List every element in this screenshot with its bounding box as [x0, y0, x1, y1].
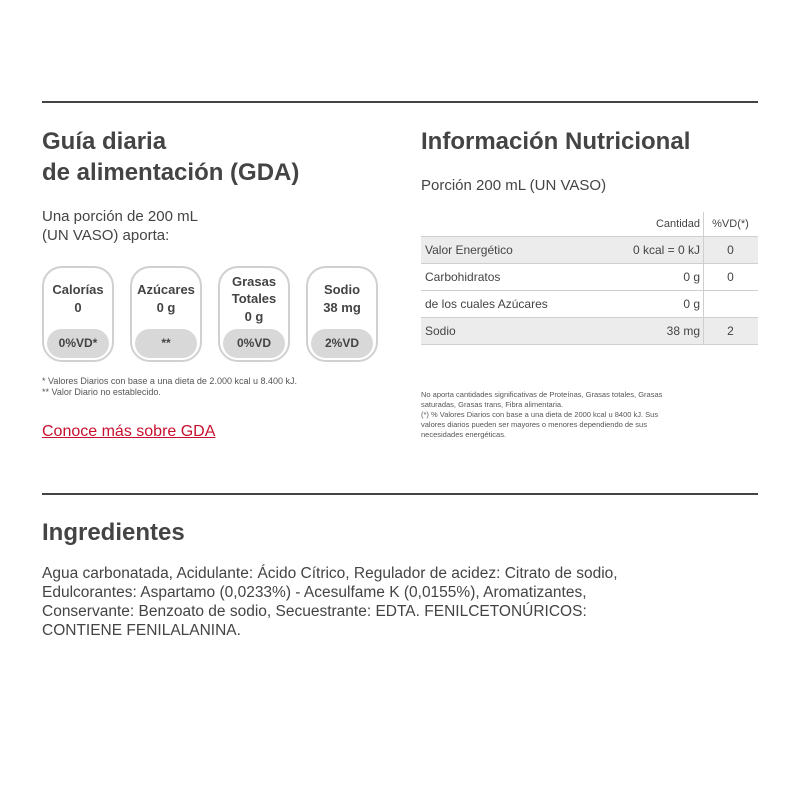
column-header-percent: %VD(*)	[712, 218, 749, 230]
row-quantity: 38 mg	[666, 324, 700, 338]
gda-title-line1: Guía diaria	[42, 128, 167, 155]
ingredients-line: Conservante: Benzoato de sodio, Secuestrante: EDTA. FENILCETONÚRICOS:	[42, 603, 587, 620]
nutrition-note-line: saturadas, Grasas trans, Fibra alimentaria.	[421, 400, 564, 409]
top-divider	[42, 101, 758, 103]
gda-title	[42, 126, 299, 188]
gda-box-value: 0 g	[156, 300, 176, 315]
gda-box-percent: 2%VD	[311, 329, 373, 358]
nutrition-note-line: valores diarios pueden ser mayores o menores dependiendo de sus	[421, 420, 647, 429]
gda-box-percent: **	[135, 329, 197, 358]
gda-footnote: * Valores Diarios con base a una dieta de 2.000 kcal u 8.400 kJ.	[42, 376, 297, 386]
row-percent: 0	[727, 270, 734, 284]
table-row	[421, 264, 758, 291]
row-label: de los cuales Azúcares	[425, 297, 548, 311]
ingredients-title: Ingredientes	[42, 519, 185, 546]
gda-footnotes	[42, 376, 297, 398]
nutrition-notes	[421, 390, 741, 440]
gda-portion-text	[42, 207, 198, 245]
nutrition-note-line: (*) % Valores Diarios con base a una dieta de 2000 kcal u 8400 kJ. Sus	[421, 410, 659, 419]
gda-box-label: Azúcares	[137, 282, 195, 297]
nutrition-table-header	[421, 212, 758, 237]
section-divider	[42, 493, 758, 495]
row-label: Valor Energético	[425, 243, 513, 257]
row-label: Carbohidratos	[425, 270, 501, 284]
nutrition-note-line: No aporta cantidades significativas de Proteínas, Grasas totales, Grasas	[421, 390, 663, 399]
row-quantity: 0 kcal = 0 kJ	[632, 243, 700, 257]
nutrition-portion: Porción 200 mL (UN VASO)	[421, 177, 607, 194]
gda-box-label: Grasas	[231, 274, 277, 289]
row-quantity: 0 g	[683, 297, 700, 311]
gda-footnote: ** Valor Diario no establecido.	[42, 387, 161, 397]
gda-box-value: 38 mg	[323, 300, 361, 315]
gda-box-sodium	[306, 266, 378, 362]
ingredients-line: Agua carbonatada, Acidulante: Ácido Cítrico, Regulador de acidez: Citrato de sodio,	[42, 565, 618, 582]
gda-box-label: Calorías	[52, 282, 104, 297]
gda-portion-line2: (UN VASO) aporta:	[42, 227, 170, 244]
table-row	[421, 318, 758, 345]
table-row	[421, 291, 758, 318]
column-header-quantity: Cantidad	[655, 218, 700, 230]
table-row	[421, 237, 758, 264]
gda-box-calories	[42, 266, 114, 362]
gda-box-value: 0	[74, 300, 82, 315]
gda-title-line2: de alimentación (GDA)	[42, 159, 300, 186]
gda-box-percent: 0%VD*	[47, 329, 109, 358]
column-divider	[703, 291, 704, 317]
row-label: Sodio	[425, 324, 456, 338]
gda-box-sugars	[130, 266, 202, 362]
ingredients-line: Edulcorantes: Aspartamo (0,0233%) - Acesulfame K (0,0155%), Aromatizantes,	[42, 584, 587, 601]
row-percent: 2	[727, 324, 734, 338]
gda-box-total-fat	[218, 266, 290, 362]
gda-box-value: 0 g	[244, 309, 264, 324]
nutrition-title: Información Nutricional	[421, 128, 691, 155]
nutrition-table	[421, 212, 758, 345]
gda-box-percent: 0%VD	[223, 329, 285, 358]
gda-more-info-link[interactable]: Conoce más sobre GDA	[42, 423, 216, 440]
gda-box-label: Sodio	[323, 282, 361, 297]
ingredients-text	[42, 564, 758, 640]
nutrition-note-line: necesidades energéticas.	[421, 430, 507, 439]
row-percent: 0	[727, 243, 734, 257]
gda-portion-line1: Una porción de 200 mL	[42, 208, 198, 225]
gda-box-label: Totales	[231, 291, 277, 306]
row-quantity: 0 g	[683, 270, 700, 284]
ingredients-line: CONTIENE FENILALANINA.	[42, 622, 241, 639]
